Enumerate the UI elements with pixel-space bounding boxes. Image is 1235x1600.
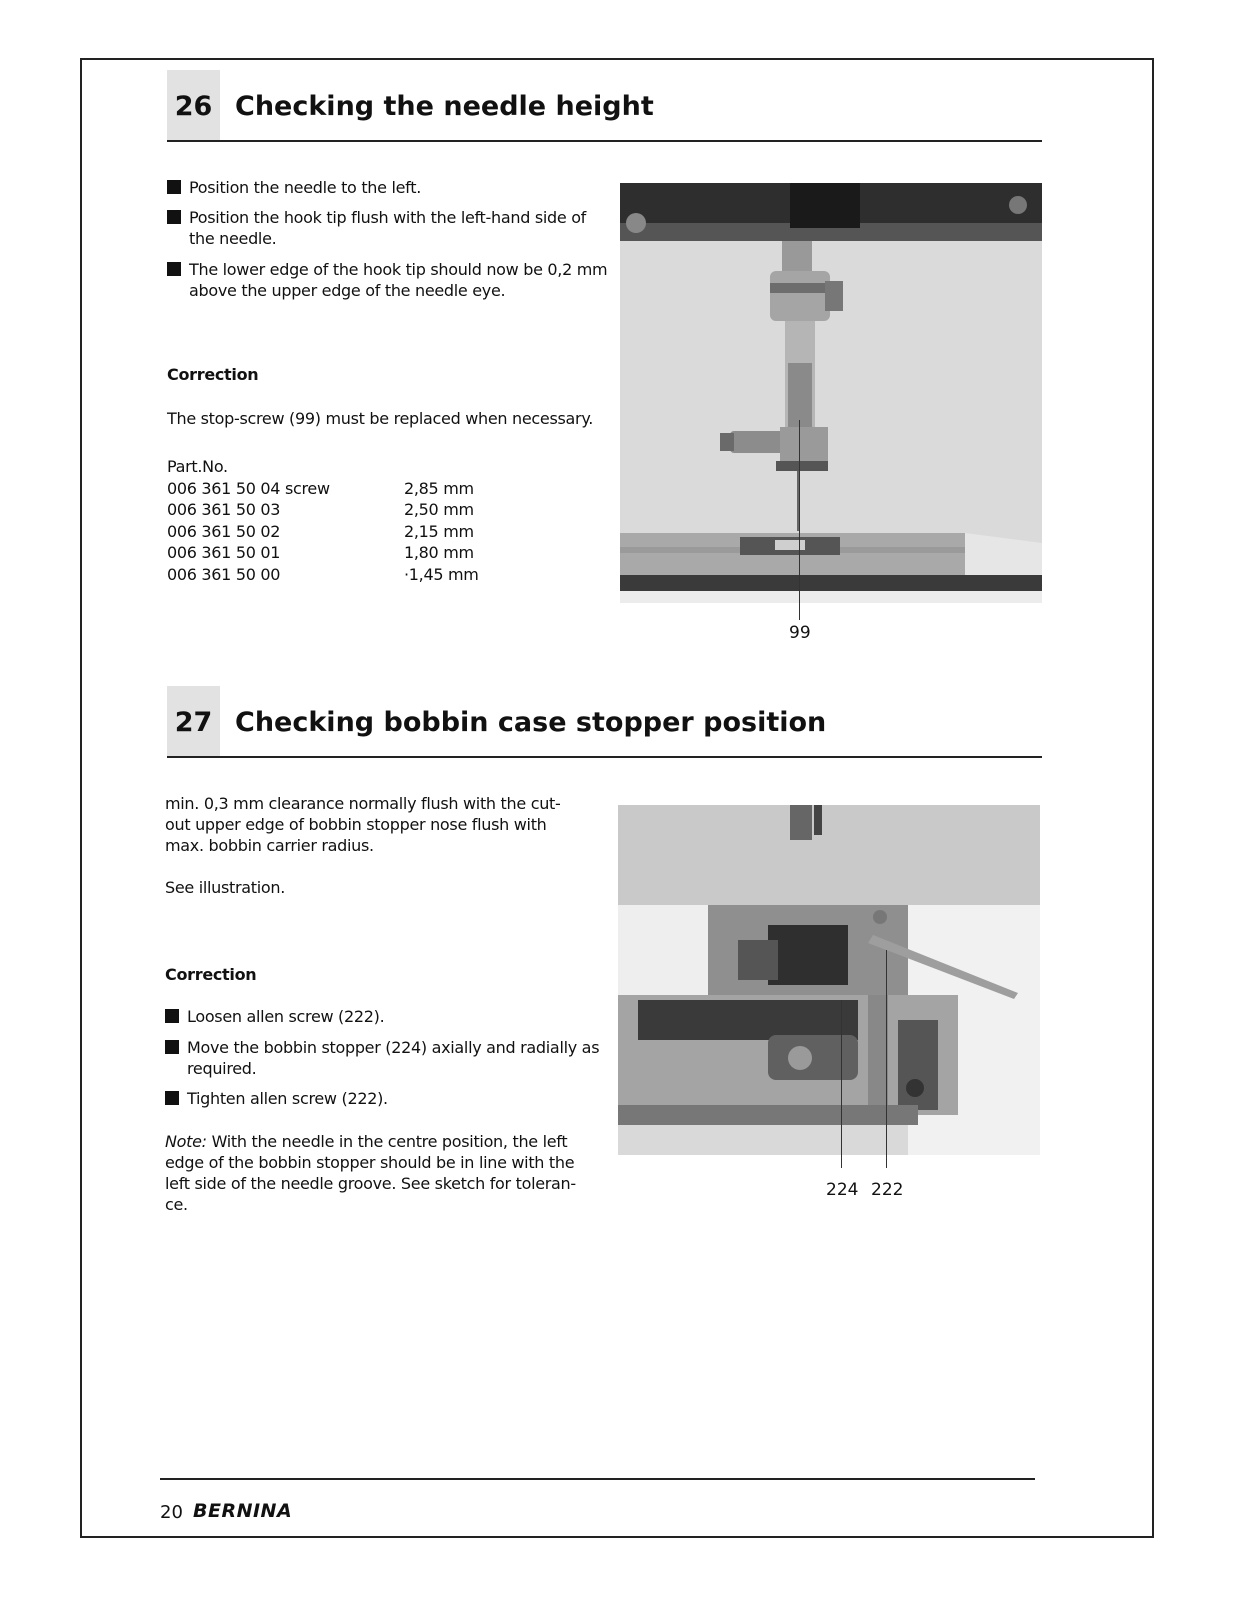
parts-row — [167, 521, 479, 543]
callout-224: 224 — [826, 1180, 859, 1200]
part-size: ·1,45 mm — [404, 564, 479, 584]
correction-text-26: The stop-screw (99) must be replaced when necessary. — [167, 409, 593, 428]
part-number: 006 361 50 02 — [167, 521, 281, 541]
part-size: 2,50 mm — [404, 500, 474, 519]
callout-222-leader — [886, 950, 887, 1168]
section-27-see: See illustration. — [165, 878, 286, 897]
page-number: 20 — [160, 1502, 183, 1523]
part-number: 006 361 50 03 — [167, 500, 281, 519]
parts-header: Part.No. — [167, 457, 228, 476]
part-number: 006 361 50 00 — [167, 564, 281, 584]
part-number: 006 361 50 01 — [167, 543, 281, 562]
callout-99-leader — [799, 420, 800, 620]
footer-rule — [160, 1478, 1035, 1480]
bullet-square-icon — [167, 210, 181, 224]
section-27-header — [167, 686, 1042, 758]
parts-table — [167, 456, 479, 585]
section-26-title: Checking the needle height — [235, 91, 654, 122]
bullet-square-icon — [165, 1009, 179, 1023]
correction-heading-27: Correction — [165, 965, 257, 984]
brand-logo: BERNINA — [193, 1500, 293, 1522]
bobbin-stopper-photo — [618, 805, 1040, 1155]
bullet-square-icon — [167, 180, 181, 194]
section-27-intro: min. 0,3 mm clearance normally flush with the cut-out upper edge of bobbin stopper nose flush with max. bobbin carrier radius. — [165, 794, 561, 855]
parts-row — [167, 499, 479, 521]
section-26-number: 26 — [167, 70, 220, 140]
section-27-note — [165, 1131, 585, 1215]
bullet-27-3 — [165, 1088, 607, 1109]
part-size: 2,15 mm — [404, 521, 474, 541]
bullet-square-icon — [165, 1091, 179, 1105]
note-text: With the needle in the centre position, the left edge of the bobbin stopper should be in line with the left side of the needle groove. See sketch for toleran-ce. — [165, 1132, 576, 1214]
note-label: Note: — [165, 1132, 207, 1151]
section-27-title: Checking bobbin case stopper position — [235, 707, 827, 738]
section-27-number: 27 — [167, 686, 220, 756]
bullet-square-icon — [167, 262, 181, 276]
bullet-26-1-text: Position the needle to the left. — [189, 178, 421, 197]
bullet-27-3-text: Tighten allen screw (222). — [187, 1089, 388, 1108]
parts-row — [167, 564, 479, 586]
bullet-27-2 — [165, 1037, 607, 1079]
parts-row — [167, 542, 479, 564]
part-size: 1,80 mm — [404, 543, 474, 562]
bullet-26-3-text: The lower edge of the hook tip should now be 0,2 mm above the upper edge of the needle eye. — [189, 260, 608, 300]
bullet-27-1-text: Loosen allen screw (222). — [187, 1007, 385, 1026]
bullet-26-2-text: Position the hook tip flush with the left-hand side of the needle. — [189, 208, 587, 248]
part-number: 006 361 50 04 screw — [167, 478, 330, 498]
callout-99: 99 — [789, 623, 811, 643]
section-26-header — [167, 70, 1042, 142]
bullet-27-1 — [165, 1006, 607, 1027]
bullet-26-1 — [167, 177, 609, 198]
callout-222: 222 — [871, 1180, 904, 1200]
part-size: 2,85 mm — [404, 478, 474, 498]
bullet-square-icon — [165, 1040, 179, 1054]
bullet-26-3 — [167, 259, 609, 301]
bullet-27-2-text: Move the bobbin stopper (224) axially and radially as required. — [187, 1038, 600, 1078]
bullet-26-2 — [167, 207, 609, 249]
parts-row — [167, 478, 479, 500]
needle-height-photo — [620, 183, 1042, 603]
correction-heading-26: Correction — [167, 365, 259, 384]
callout-224-leader — [841, 1000, 842, 1168]
